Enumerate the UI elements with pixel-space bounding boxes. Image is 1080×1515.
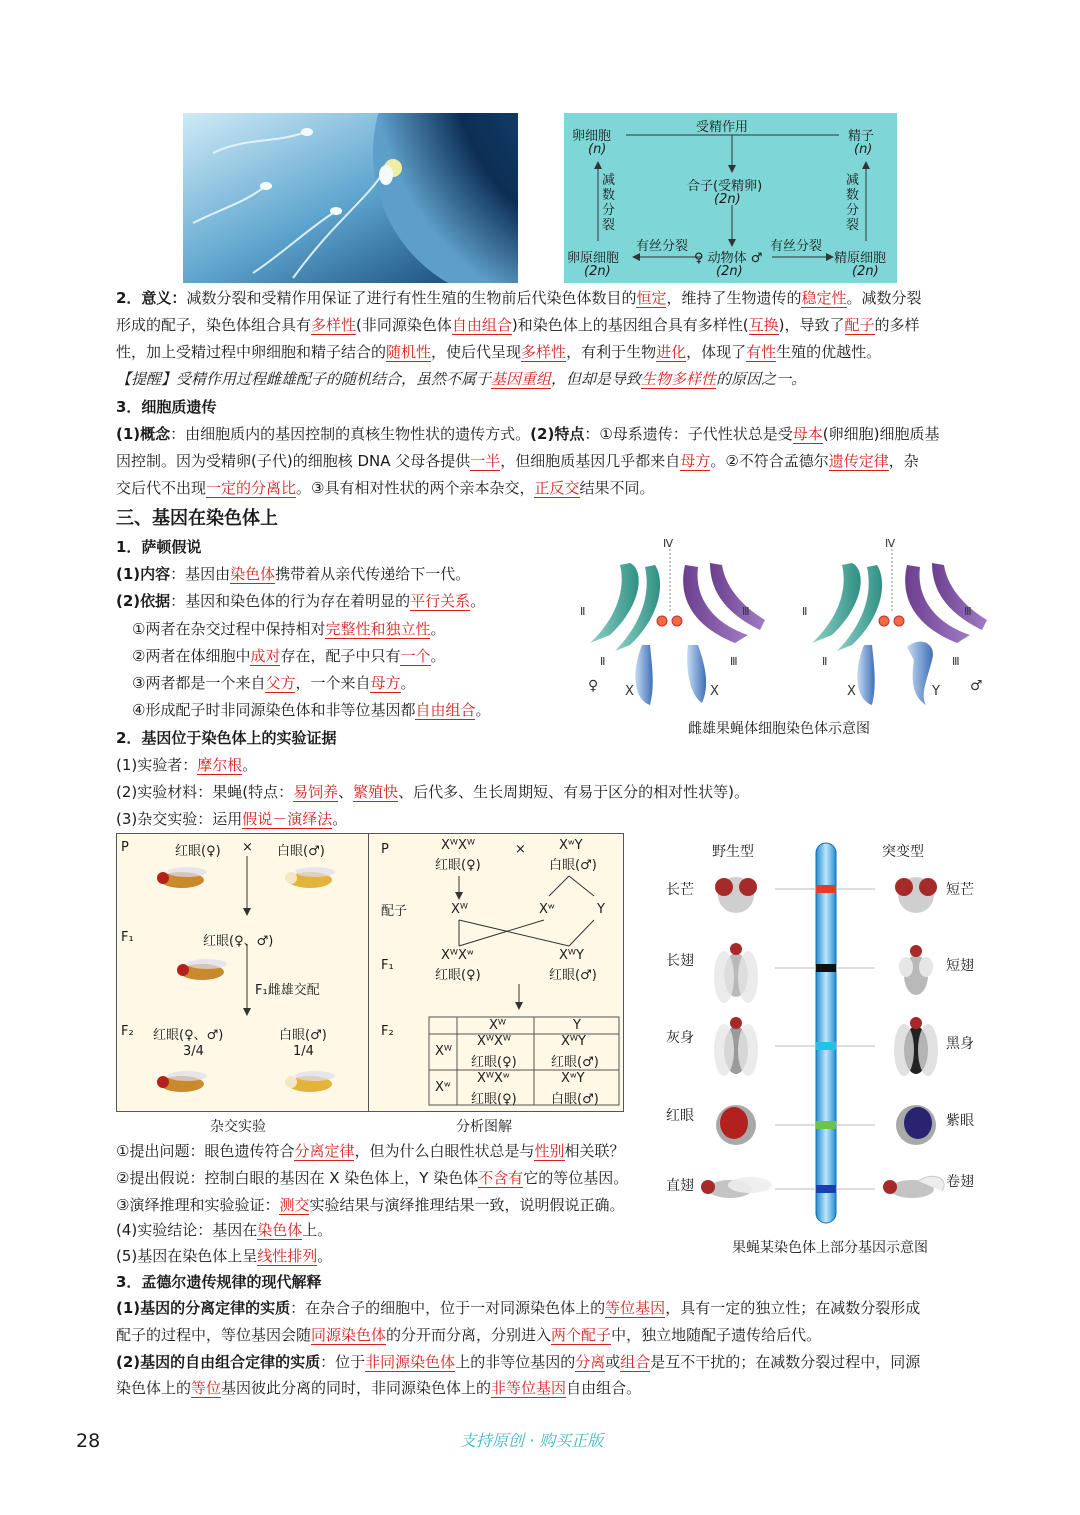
meaning-line-1: 2．意义：减数分裂和受精作用保证了进行有性生殖的生物前后代染色体数目的恒定，维持了生物遗传的稳定性。减数分裂 (116, 289, 922, 307)
cyto-heading: 3．细胞质遗传 (116, 398, 217, 416)
sutton-heading: 1．萨顿假说 (116, 538, 202, 556)
grid-c21: XᵂXʷ (477, 1071, 510, 1086)
grid-row2: Xʷ (435, 1080, 451, 1095)
grid-c11p: 红眼(♀) (471, 1055, 517, 1070)
wild-type-label: 野生型 (712, 844, 754, 860)
svg-text:Ⅲ: Ⅲ (730, 655, 738, 668)
egg-label: 卵细胞 (572, 129, 612, 144)
basis-point-2: ②两者在体细胞中成对存在，配子中只有一个。 (132, 647, 446, 665)
fly-purple-eye-icon (896, 1105, 936, 1145)
f2-white: 白眼(♂) (279, 1028, 327, 1043)
gene-map-figure (660, 835, 980, 1255)
mendel-heading: 3．孟德尔遗传规律的现代解释 (116, 1273, 322, 1291)
sperm-egg-photo (183, 113, 518, 283)
basis-point-3: ③两者都是一个来自父方，一个来自母方。 (132, 674, 416, 692)
gametes-label: 配子 (381, 904, 408, 919)
gamete-XW: Xᵂ (451, 902, 468, 917)
zygote-ploidy: (2n) (714, 192, 741, 207)
meaning-line-3: 性，加上受精过程中卵细胞和精子结合的随机性，使后代呈现多样性，有利于生物进化，体现了有性生殖的优越性。 (116, 343, 882, 361)
meiosis-left-label: 减数分裂 (602, 173, 616, 233)
sutton-basis: (2)依据：基因和染色体的行为存在着明显的平行关系。 (116, 592, 486, 610)
a-p-label: P (381, 842, 389, 857)
mendel-line-4: 染色体上的等位基因彼此分离的同时，非同源染色体上的非等位基因自由组合。 (116, 1379, 642, 1397)
fly-head-short-bristle-icon (895, 877, 937, 913)
section-title: 三、基因在染色体上 (116, 508, 278, 529)
oogonium-label: 卵原细胞 (567, 251, 620, 266)
a-f1-label: F₁ (381, 958, 394, 973)
sperm-ploidy: (n) (854, 142, 873, 157)
f2-red: 红眼(♀、♂) (153, 1028, 224, 1043)
svg-text:Ⅲ: Ⅲ (964, 605, 972, 618)
female-karyotype (580, 537, 765, 705)
cyto-line-3: 交后代不出现一定的分离比。③具有相对性状的两个亲本杂交，正反交结果不同。 (116, 479, 655, 497)
cyto-line-1: (1)概念：由细胞质内的基因控制的真核生物性状的遗传方式。(2)特点：①母系遗传：子代性状总是受母本(卵细胞)细胞质基 (116, 425, 940, 443)
mitosis-left-label: 有丝分裂 (636, 239, 689, 254)
svg-text:Ⅲ: Ⅲ (742, 605, 750, 618)
p-times: × (242, 840, 253, 855)
svg-text:Ⅲ: Ⅲ (952, 655, 960, 668)
fly-head-long-bristle-icon (715, 877, 757, 913)
p-label: P (121, 840, 129, 855)
mitosis-right-label: 有丝分裂 (770, 239, 823, 254)
male-karyotype (802, 537, 987, 705)
fly-curly-wing-icon (883, 1176, 944, 1198)
svg-text:X: X (847, 684, 856, 699)
a-f1-male-ph: 红眼(♂) (549, 968, 597, 983)
gene-band-4 (816, 1121, 836, 1129)
svg-text:Ⅱ: Ⅱ (822, 655, 828, 668)
conclusion: (4)实验结论：基因在染色体上。 (116, 1221, 333, 1239)
fly-f1-icon (167, 952, 237, 988)
grid-c11: XᵂXᵂ (477, 1034, 511, 1049)
mutant-type-label: 突变型 (882, 844, 924, 860)
gene-left-5: 直翅 (666, 1178, 694, 1194)
spermatogonium-label: 精原细胞 (834, 251, 887, 266)
f2-white-ratio: 1/4 (293, 1044, 314, 1059)
svg-text:Ⅱ: Ⅱ (600, 655, 606, 668)
gene-right-5: 卷翅 (946, 1174, 974, 1190)
fly-gray-body-icon (714, 1017, 758, 1076)
mendel-line-1: (1)基因的分离定律的实质：在杂合子的细胞中，位于一对同源染色体上的等位基因，具有一定的独立性；在减数分裂形成 (116, 1299, 921, 1317)
grid-c22: XʷY (561, 1071, 585, 1086)
fly-f2-white-icon (275, 1064, 345, 1100)
evidence-heading: 2．基因位于染色体上的实验证据 (116, 729, 337, 747)
mendel-line-3: (2)基因的自由组合定律的实质：位于非同源染色体上的非等位基因的分离或组合是互不干扰的；在减数分裂过程中，同源 (116, 1353, 921, 1371)
f1-cross: F₁雌雄交配 (255, 983, 320, 998)
gene-left-1: 长芒 (666, 882, 694, 898)
gene-right-3: 黑身 (946, 1036, 974, 1052)
page-number: 28 (76, 1430, 101, 1452)
footer-slogan: 支持原创 · 购买正版 (460, 1431, 604, 1450)
svg-text:♀: ♀ (588, 678, 599, 694)
svg-text:Y: Y (932, 684, 940, 699)
analysis-panel (368, 833, 624, 1112)
gene-right-1: 短芒 (946, 882, 974, 898)
animal-ploidy: (2n) (716, 264, 743, 279)
svg-text:X: X (625, 684, 634, 699)
gene-right-2: 短翅 (946, 958, 974, 974)
cyto-line-2: 因控制。因为受精卵(子代)的细胞核 DNA 父母各提供一半，但细胞质基因几乎都来自母方。②不符合孟德尔遗传定律，杂 (116, 452, 919, 470)
fly-red-eye-icon (716, 1105, 756, 1145)
cross-experiment-panel (116, 833, 370, 1112)
a-p-times: × (515, 842, 526, 857)
cross-method: (3)杂交实验：运用假说－演绎法。 (116, 810, 348, 828)
fly-short-wing-icon (899, 945, 933, 995)
grid-c22p: 白眼(♂) (551, 1092, 599, 1107)
fly-straight-wing-icon (701, 1177, 772, 1198)
grid-c12p: 红眼(♂) (551, 1055, 599, 1070)
reminder-line: 【提醒】受精作用过程雌雄配子的随机结合，虽然不属于基因重组，但却是导致生物多样性的原因之一。 (116, 370, 807, 388)
gene-left-2: 长翅 (666, 953, 694, 969)
zygote-label: 合子(受精卵) (687, 179, 763, 194)
a-p-male-ph: 白眼(♂) (549, 858, 597, 873)
gene-band-2 (816, 964, 836, 972)
f2-label: F₂ (121, 1024, 134, 1039)
gamete-Y: Y (597, 902, 605, 917)
meaning-line-2: 形成的配子，染色体组合具有多样性(非同源染色体自由组合)和染色体上的基因组合具有多样性(互换)，导致了配子的多样 (116, 316, 920, 334)
a-p-male: XʷY (559, 838, 583, 853)
gene-left-4: 红眼 (666, 1108, 694, 1124)
a-p-female: XᵂXᵂ (441, 838, 475, 853)
a-f1-male: XᵂY (559, 948, 584, 963)
svg-text:Ⅱ: Ⅱ (802, 605, 808, 618)
a-f1-female: XᵂXʷ (441, 948, 474, 963)
egg-ploidy: (n) (588, 142, 607, 157)
svg-text:Ⅱ: Ⅱ (580, 605, 586, 618)
gene-left-3: 灰身 (666, 1030, 694, 1046)
cross-caption-left: 杂交实验 (210, 1119, 266, 1135)
step-deduction: ③演绎推理和实验验证：测交实验结果与演绎推理结果一致，说明假说正确。 (116, 1196, 625, 1214)
grid-col2: Y (573, 1018, 581, 1033)
svg-text:X: X (710, 684, 719, 699)
f1-label: F₁ (121, 930, 134, 945)
gene-band-5 (816, 1185, 836, 1193)
mendel-line-2: 配子的过程中，等位基因会随同源染色体的分开而分离，分别进入两个配子中，独立地随配子遗传给后代。 (116, 1326, 822, 1344)
step-question: ①提出问题：眼色遗传符合分离定律，但为什么白眼性状总是与性别相关联？ (116, 1142, 625, 1160)
spermatogonium-ploidy: (2n) (852, 264, 879, 279)
svg-text:♂: ♂ (970, 678, 983, 694)
grid-c12: XᵂY (561, 1034, 586, 1049)
grid-c21p: 红眼(♀) (471, 1092, 517, 1107)
a-p-female-ph: 红眼(♀) (435, 858, 481, 873)
svg-text:Ⅳ: Ⅳ (663, 537, 674, 550)
linear-arrangement: (5)基因在染色体上呈线性排列。 (116, 1247, 333, 1265)
sperm-label: 精子 (848, 129, 875, 144)
gene-band-1 (816, 885, 836, 893)
p-white-male: 白眼(♂) (277, 844, 325, 859)
basis-point-1: ①两者在杂交过程中保持相对完整性和独立性。 (132, 620, 446, 638)
f1-red: 红眼(♀、♂) (203, 934, 274, 949)
fertilization-cycle-diagram (564, 113, 897, 283)
gene-map-caption: 果蝇某染色体上部分基因示意图 (732, 1240, 928, 1256)
material: (2)实验材料：果蝇(特点：易饲养、繁殖快、后代多、生长周期短、有易于区分的相对性状等)。 (116, 783, 750, 801)
a-f1-female-ph: 红眼(♀) (435, 968, 481, 983)
sutton-content: (1)内容：基因由染色体携带着从亲代传递给下一代。 (116, 565, 471, 583)
a-f2-label: F₂ (381, 1024, 394, 1039)
meiosis-right-label: 减数分裂 (846, 173, 860, 233)
gamete-Xw: Xʷ (539, 902, 555, 917)
fly-f2-red-icon (147, 1064, 217, 1100)
basis-point-4: ④形成配子时非同源染色体和非等位基因都自由组合。 (132, 701, 491, 719)
fertilization-label: 受精作用 (696, 120, 749, 135)
grid-row1: Xᵂ (435, 1044, 452, 1059)
step-hypothesis: ②提出假说：控制白眼的基因在 X 染色体上，Y 染色体不含有它的等位基因。 (116, 1169, 629, 1187)
p-red-female: 红眼(♀) (175, 844, 221, 859)
fly-long-wing-icon (714, 943, 758, 1003)
chromosome-caption: 雌雄果蝇体细胞染色体示意图 (688, 721, 870, 737)
experimenter: (1)实验者：摩尔根。 (116, 756, 258, 774)
cross-caption-right: 分析图解 (456, 1119, 512, 1135)
fly-black-body-icon (894, 1017, 938, 1076)
gene-band-3 (816, 1042, 836, 1050)
svg-text:Ⅳ: Ⅳ (885, 537, 896, 550)
oogonium-ploidy: (2n) (584, 264, 611, 279)
chromosome-figure (570, 535, 990, 740)
f2-red-ratio: 3/4 (183, 1044, 204, 1059)
gene-right-4: 紫眼 (946, 1113, 974, 1129)
grid-col1: Xᵂ (489, 1018, 506, 1033)
animal-label: ♀ 动物体 ♂ (694, 251, 763, 266)
